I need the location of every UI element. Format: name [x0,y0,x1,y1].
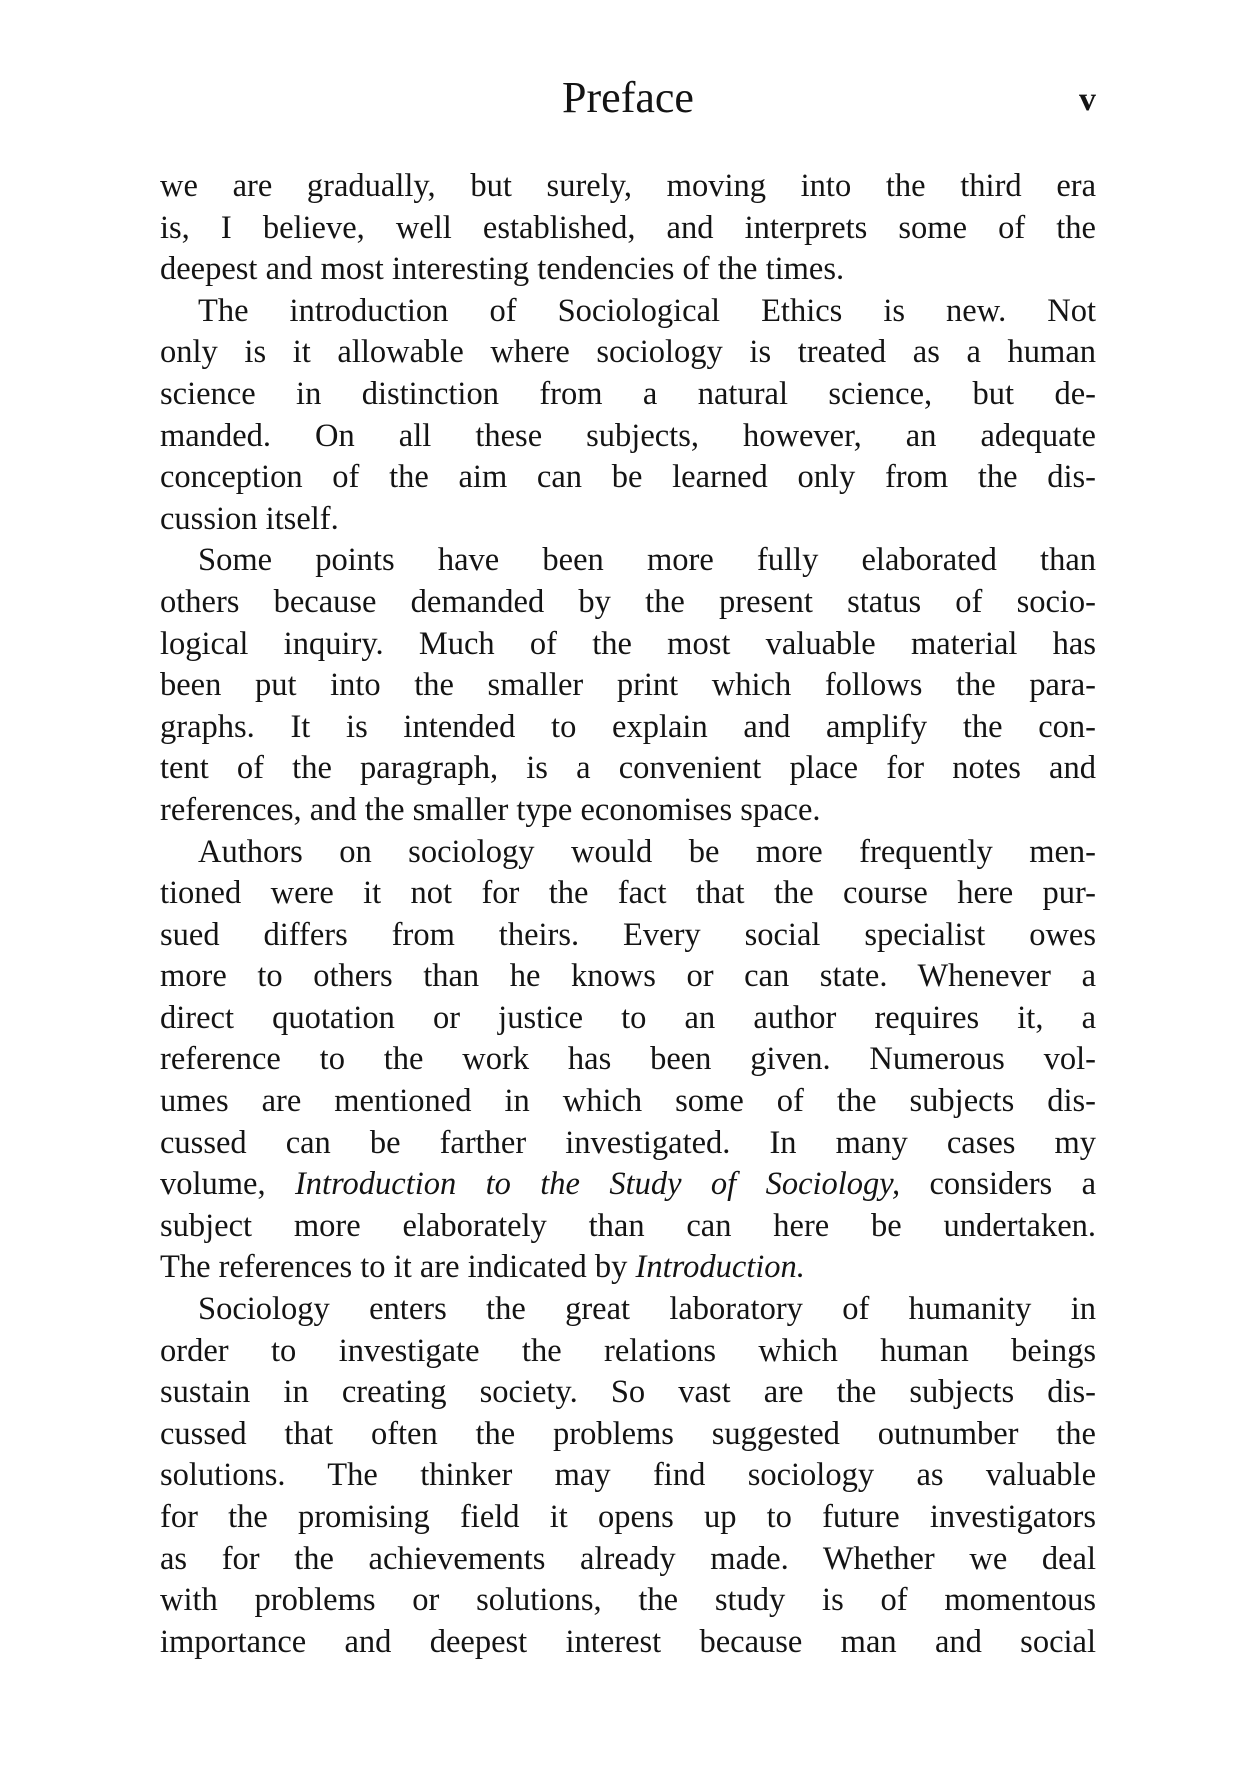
text-line: is, I believe, well established, and interprets some of the [160,209,1096,246]
line-text: volume, [160,1166,295,1203]
text-line: been put into the smaller print which follows the para- [160,667,1096,704]
text-line: deepest and most interesting tendencies of the times. [160,251,845,288]
reference-abbreviation: Introduction. [635,1249,805,1286]
line-text: The references to it are indicated by [160,1249,636,1286]
book-title: Introduction to the Study of Sociology, [294,1166,901,1203]
paragraph-start-line: Authors on sociology would be more frequently men- [198,833,1096,870]
text-line-with-italic-title [160,1164,1096,1206]
text-line: importance and deepest interest because man and social [160,1623,1096,1660]
text-line: cussion itself. [160,500,339,537]
text-line: cussed can be farther investigated. In many cases my [160,1124,1096,1161]
text-line: sustain in creating society. So vast are the subjects dis- [160,1374,1096,1411]
text-line: references, and the smaller type economises space. [160,791,821,828]
text-line: others because demanded by the present status of socio- [160,583,1096,620]
paragraph-start-line: Some points have been more fully elaborated than [198,542,1096,579]
text-line-with-italic-reference [160,1247,1096,1289]
text-line: graphs. It is intended to explain and amplify the con- [160,708,1096,745]
running-head-title: Preface [562,73,694,122]
line-text: considers a [900,1166,1096,1203]
paragraph-start-line: Sociology enters the great laboratory of humanity in [198,1291,1096,1328]
page-header [160,68,1096,128]
body-text [160,166,1096,1663]
text-line: order to investigate the relations which human beings [160,1332,1096,1369]
text-line: more to others than he knows or can state. Whenever a [160,958,1096,995]
text-line: we are gradually, but surely, moving into the third era [160,168,1096,204]
text-line: solutions. The thinker may find sociology as valuable [160,1457,1096,1494]
text-line: conception of the aim can be learned only from the dis- [160,459,1096,496]
page-number: v [1079,81,1096,118]
text-line: for the promising field it opens up to future investigators [160,1499,1096,1535]
text-line: direct quotation or justice to an author requires it, a [160,999,1096,1036]
text-line: sued differs from theirs. Every social specialist owes [160,916,1096,953]
text-line: only is it allowable where sociology is treated as a human [160,334,1096,371]
text-line: science in distinction from a natural science, but de- [160,375,1096,412]
text-line: manded. On all these subjects, however, an adequate [160,417,1096,454]
text-line: subject more elaborately than can here be undertaken. [160,1207,1096,1244]
paragraph-start-line: The introduction of Sociological Ethics is new. Not [198,292,1096,329]
text-line: umes are mentioned in which some of the subjects dis- [160,1083,1096,1120]
text-line: as for the achievements already made. Whether we deal [160,1540,1096,1577]
text-line: with problems or solutions, the study is of momentous [160,1582,1096,1619]
text-line: cussed that often the problems suggested outnumber the [160,1415,1096,1452]
text-line: logical inquiry. Much of the most valuable material has [160,625,1096,662]
text-line: tent of the paragraph, is a convenient place for notes and [160,750,1096,787]
text-line: reference to the work has been given. Numerous vol- [160,1041,1096,1078]
text-line: tioned were it not for the fact that the course here pur- [160,875,1096,912]
